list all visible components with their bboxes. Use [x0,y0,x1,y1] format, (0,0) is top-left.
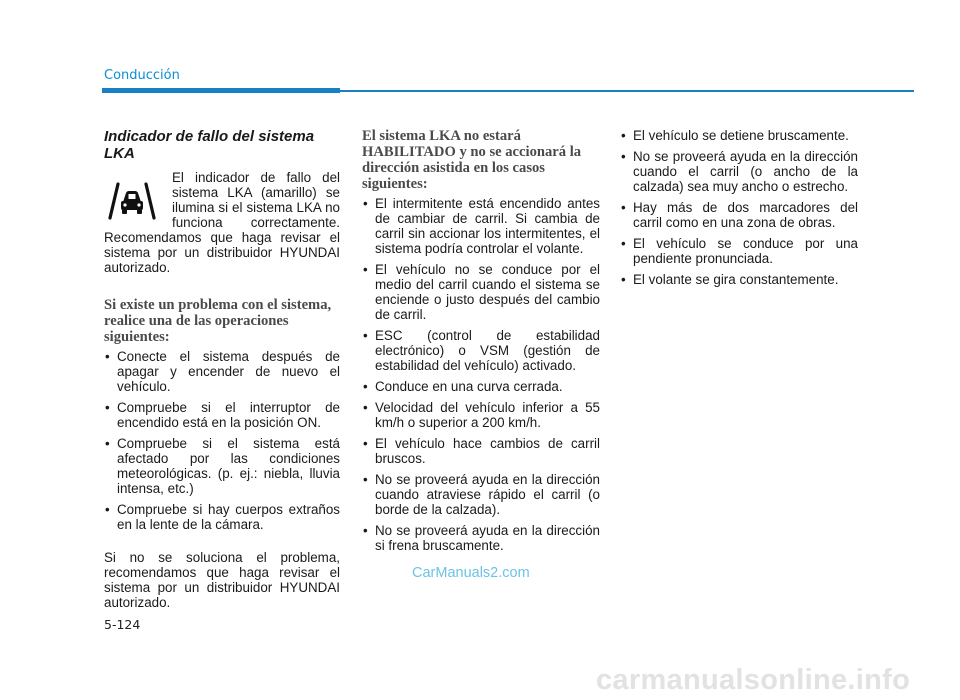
section-title: Conducción [104,68,180,83]
left-column [104,128,340,610]
list-item: • El intermitente está encendido antes de cambiar de carril. Si cambia de carril sin accionar los intermitentes, el sistema podría controlar el volante. [362,196,600,256]
problem-bullet-list [104,349,340,532]
closing-paragraph: Si no se soluciona el problema, recomendamos que haga revisar el sistema por un distribuidor HYUNDAI autorizado. [104,550,340,610]
list-item: • Conecte el sistema después de apagar y encender de nuevo el vehículo. [104,349,340,394]
lka-fault-heading: Indicador de fallo del sistema LKA [104,128,315,162]
site-watermark: carmanualsonline.info [596,664,911,696]
list-item: • No se proveerá ayuda en la dirección si frena bruscamente. [362,523,600,553]
list-item: • El vehículo hace cambios de carril bruscos. [362,436,600,466]
list-item: • El volante se gira constantemente. [620,272,858,287]
problem-subheading: Si existe un problema con el sistema, realice una de las operaciones siguientes: [104,297,332,345]
list-item: • ESC (control de estabilidad electrónico) o VSM (gestión de estabilidad del vehículo) activado. [362,328,600,373]
lka-lane-car-icon [104,174,160,226]
list-item: • Conduce en una curva cerrada. [362,379,600,394]
list-item: • No se proveerá ayuda en la dirección cuando el carril (o ancho de la calzada) sea muy ancho o estrecho. [620,149,858,194]
watermark-link[interactable]: CarManuals2.com [412,565,530,581]
lka-fault-intro: El indicador de fallo del sistema LKA (amarillo) se ilumina si el sistema LKA no funciona correctamente. Recomendamos que haga revisar el sistema por un distribuidor HYUNDAI autorizado. [104,170,340,275]
more-conditions-list [620,128,858,287]
list-item: • Compruebe si el sistema está afectado por las condiciones meteorológicas. (p. ej.: niebla, lluvia intensa, etc.) [104,436,340,496]
list-item: • El vehículo se detiene bruscamente. [620,128,858,143]
list-item: • Compruebe si el interruptor de encendido está en la posición ON. [104,400,340,430]
header-rule-thin [340,90,914,92]
page-number: 5-124 [104,617,141,632]
list-item: • Velocidad del vehículo inferior a 55 km/h o superior a 200 km/h. [362,400,600,430]
lka-disabled-heading: El sistema LKA no estará HABILITADO y no se accionará la dirección asistida en los casos siguientes: [362,128,582,192]
middle-column [362,128,600,559]
right-column [620,128,858,293]
disabled-conditions-list [362,196,600,553]
list-item: • Compruebe si hay cuerpos extraños en la lente de la cámara. [104,502,340,532]
list-item: • El vehículo se conduce por una pendiente pronunciada. [620,236,858,266]
list-item: • El vehículo no se conduce por el medio del carril cuando el sistema se enciende o justo después del cambio de carril. [362,262,600,322]
list-item: • Hay más de dos marcadores del carril como en una zona de obras. [620,200,858,230]
list-item: • No se proveerá ayuda en la dirección cuando atraviese rápido el carril (o borde de la calzada). [362,472,600,517]
header-rule-thick [102,88,340,93]
